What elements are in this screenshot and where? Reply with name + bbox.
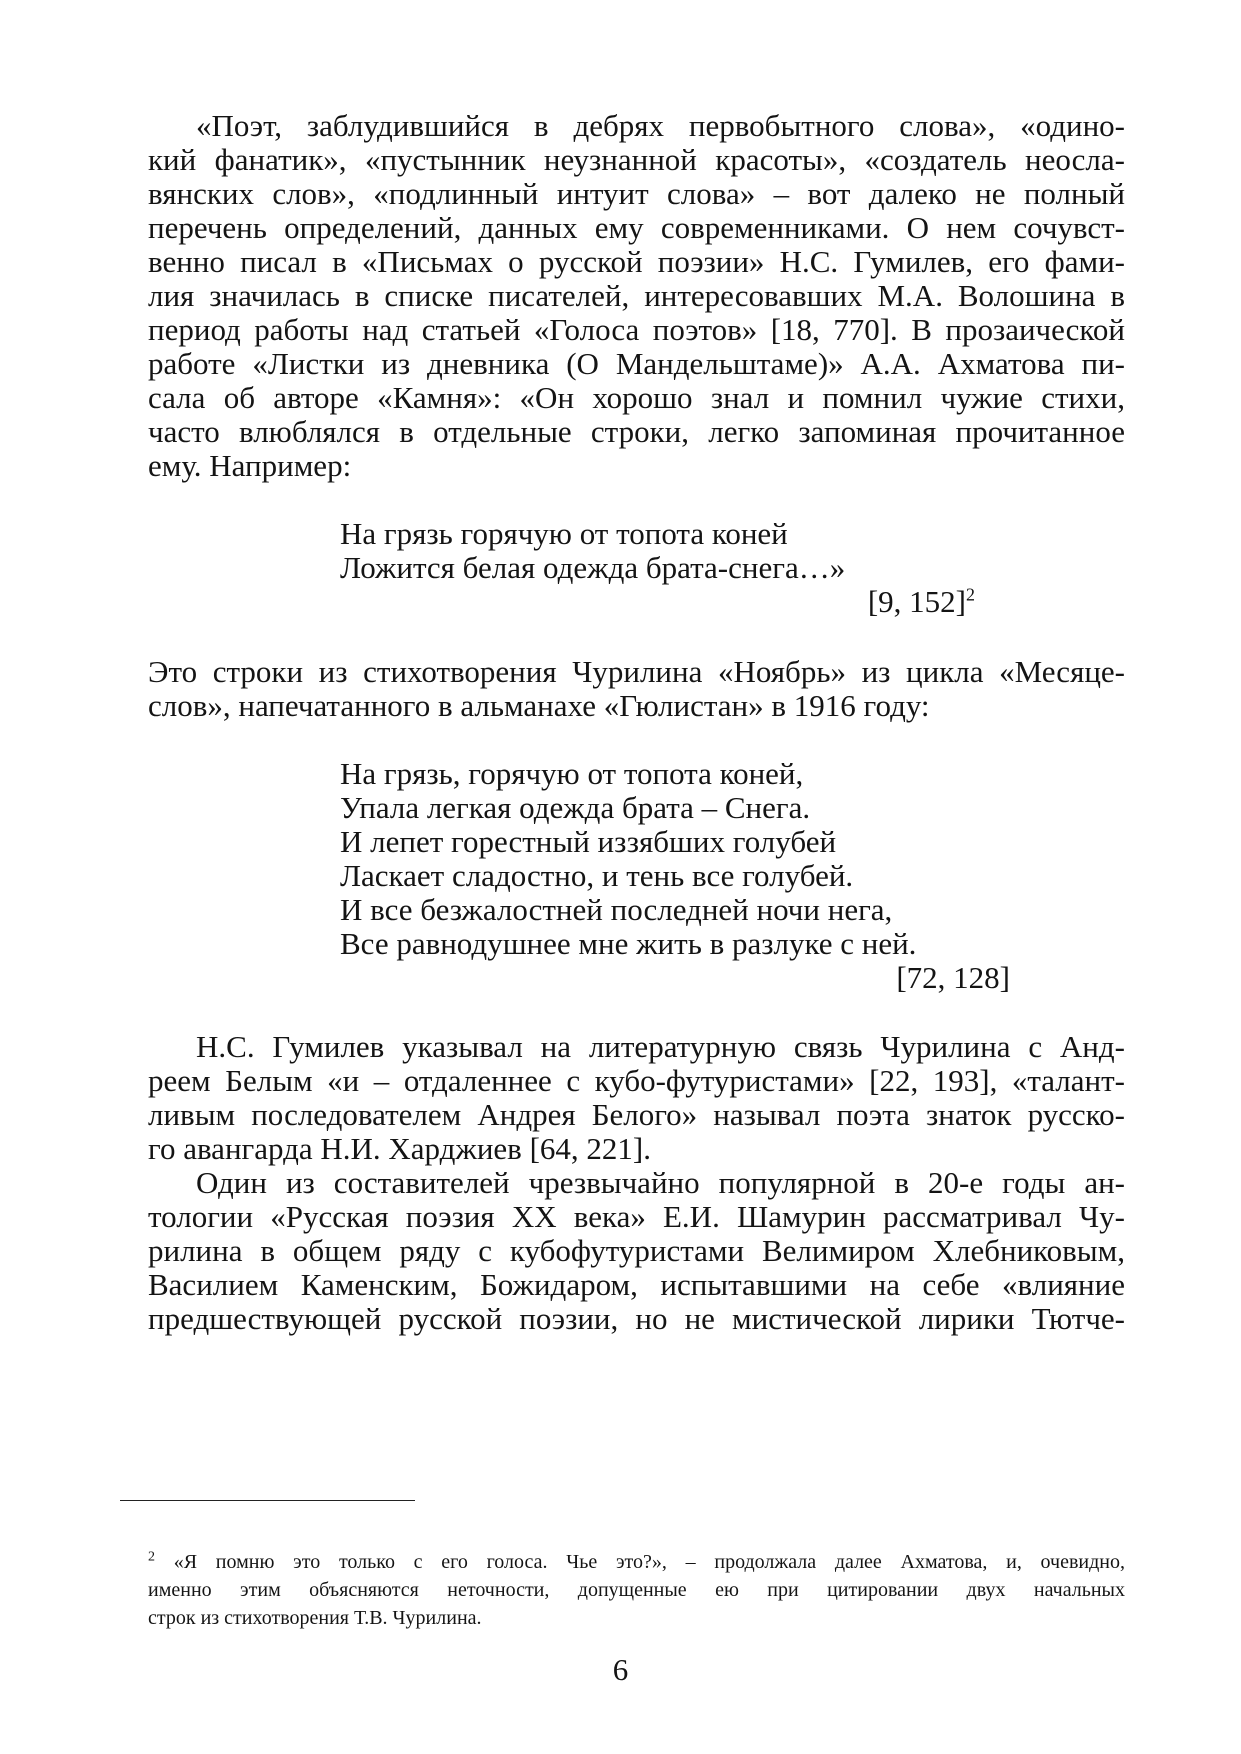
text-line: «Поэт, заблудившийся в дебрях первобытного слова», «одино- bbox=[196, 108, 1125, 143]
footnote-text: «Я помню это только с его голоса. Чье это?», – продолжала далее Ахматова, и, очевидно, bbox=[155, 1551, 1125, 1573]
verse-line: И лепет горестный иззябших голубей bbox=[340, 824, 837, 859]
citation-text: [9, 152] bbox=[867, 584, 966, 619]
text-line: лия значилась в списке писателей, интересовавших М.А. Волошина в bbox=[148, 278, 1125, 313]
verse-line: Ложится белая одежда брата-снега…» bbox=[340, 550, 846, 585]
text-line: часто влюблялся в отдельные строки, легко запоминая прочитанное bbox=[148, 414, 1125, 449]
text-line: работе «Листки из дневника (О Мандельштаме)» А.А. Ахматова пи- bbox=[148, 346, 1125, 381]
text-line: го авангарда Н.И. Харджиев [64, 221]. bbox=[148, 1131, 651, 1166]
text-line: предшествующей русской поэзии, но не мистической лирики Тютче- bbox=[148, 1301, 1125, 1336]
text-line: ему. Например: bbox=[148, 448, 352, 483]
text-line: венно писал в «Письмах о русской поэзии» Н.С. Гумилев, его фами- bbox=[148, 244, 1125, 279]
text-line: сала об авторе «Камня»: «Он хорошо знал и помнил чужие стихи, bbox=[148, 380, 1125, 415]
verse-line: Ласкает сладостно, и тень все голубей. bbox=[340, 858, 854, 893]
verse-line: Упала легкая одежда брата – Снега. bbox=[340, 790, 811, 825]
text-line: Один из составителей чрезвычайно популярной в 20-е годы ан- bbox=[196, 1165, 1125, 1200]
text-line: рилина в общем ряду с кубофутуристами Велимиром Хлебниковым, bbox=[148, 1233, 1125, 1268]
text-line: перечень определений, данных ему современниками. О нем сочувст- bbox=[148, 210, 1125, 245]
text-line: вянских слов», «подлинный интуит слова» – вот далеко не полный bbox=[148, 176, 1125, 211]
text-line: реем Белым «и – отдаленнее с кубо-футуристами» [22, 193], «талант- bbox=[148, 1063, 1125, 1098]
footnote-number: 2 bbox=[148, 1549, 155, 1565]
text-line: кий фанатик», «пустынник неузнанной красоты», «создатель неосла- bbox=[148, 142, 1125, 177]
verse-line: И все безжалостней последней ночи нега, bbox=[340, 892, 893, 927]
text-line: Это строки из стихотворения Чурилина «Ноябрь» из цикла «Месяце- bbox=[148, 654, 1125, 689]
text-line: слов», напечатанного в альманахе «Гюлистан» в 1916 году: bbox=[148, 688, 930, 723]
footnote-line: строк из стихотворения Т.В. Чурилина. bbox=[148, 1607, 482, 1629]
text-line: ливым последователем Андрея Белого» называл поэта знаток русско- bbox=[148, 1097, 1125, 1132]
text-line: Василием Каменским, Божидаром, испытавшими на себе «влияние bbox=[148, 1267, 1125, 1302]
footnote-divider bbox=[120, 1500, 415, 1501]
footnote-line: именно этим объясняются неточности, допущенные ею при цитировании двух начальных bbox=[148, 1579, 1125, 1601]
text-line: Н.С. Гумилев указывал на литературную связь Чурилина с Анд- bbox=[196, 1029, 1125, 1064]
verse-line: Все равнодушнее мне жить в разлуке с ней. bbox=[340, 926, 917, 961]
citation bbox=[600, 583, 975, 621]
footnote-ref: 2 bbox=[966, 584, 975, 605]
verse-line: На грязь, горячую от топота коней, bbox=[340, 756, 804, 791]
page-number: 6 bbox=[612, 1652, 629, 1687]
citation: [72, 128] bbox=[896, 960, 1010, 995]
text-line: период работы над статьей «Голоса поэтов» [18, 770]. В прозаической bbox=[148, 312, 1125, 347]
text-line: тологии «Русская поэзия XX века» Е.И. Шамурин рассматривал Чу- bbox=[148, 1199, 1125, 1234]
verse-line: На грязь горячую от топота коней bbox=[340, 516, 788, 551]
footnote-line bbox=[148, 1550, 1125, 1575]
